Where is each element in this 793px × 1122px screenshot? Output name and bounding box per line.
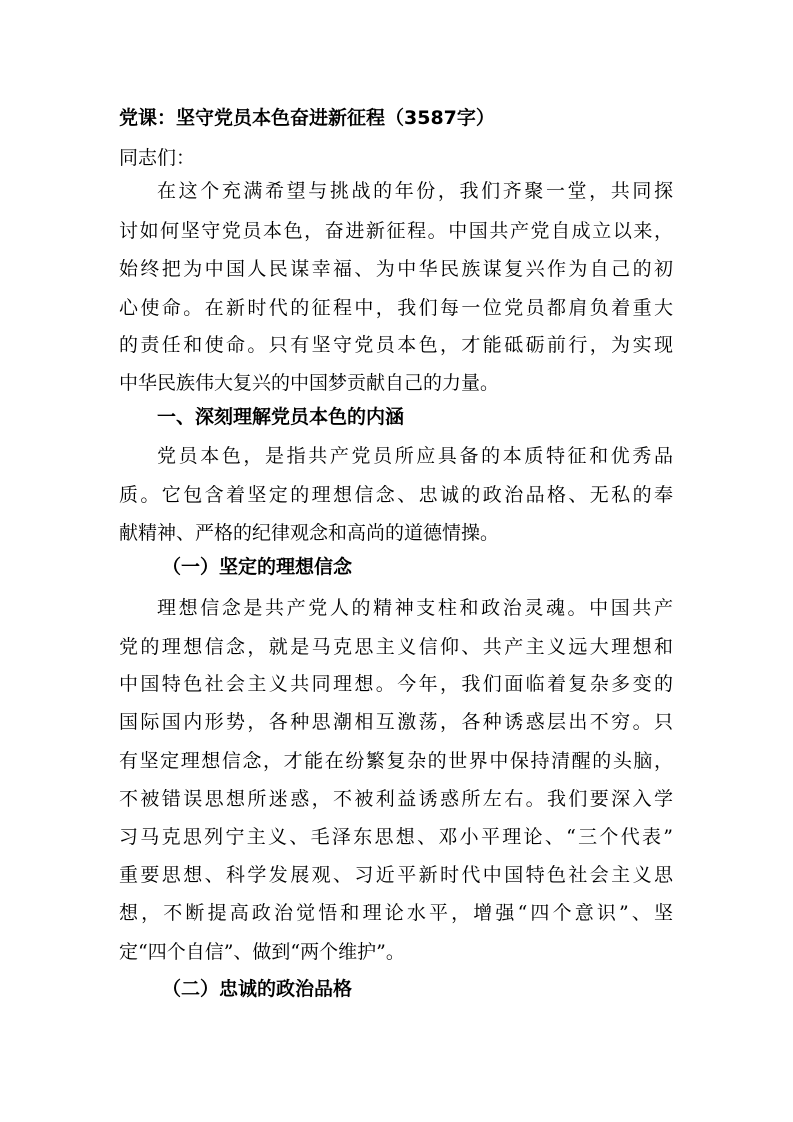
salutation: 同志们： <box>119 147 196 169</box>
subsection-1-line-4: 国际国内形势，各种思潮相互激荡，各种诱惑层出不穷。只 <box>119 711 673 733</box>
subsection-1-line-9: 想，不断提高政治觉悟和理论水平，增强“四个意识”、坚 <box>119 902 673 924</box>
subsection-1-line-5: 有坚定理想信念，才能在纷繁复杂的世界中保持清醒的头脑， <box>119 750 673 772</box>
subsection-1-line-2: 党的理想信念，就是马克思主义信仰、共产主义远大理想和 <box>119 636 673 658</box>
document-title: 党课：坚守党员本色奋进新征程（3587字） <box>119 107 495 129</box>
subsection-1-heading: （一）坚定的理想信念 <box>162 556 353 578</box>
section-1-heading: 一、深刻理解党员本色的内涵 <box>157 406 405 428</box>
intro-line-6: 中华民族伟大复兴的中国梦贡献自己的力量。 <box>119 372 500 394</box>
intro-line-5: 的责任和使命。只有坚守党员本色，才能砥砺前行，为实现 <box>119 334 673 356</box>
section-1-line-2: 质。它包含着坚定的理想信念、忠诚的政治品格、无私的奉 <box>119 484 673 506</box>
subsection-1-line-10: 定“四个自信”、做到“两个维护”。 <box>119 941 405 963</box>
subsection-1-line-8: 重要思想、科学发展观、习近平新时代中国特色社会主义思 <box>119 864 673 886</box>
intro-line-1: 在这个充满希望与挑战的年份，我们齐聚一堂，共同探 <box>157 180 673 202</box>
section-1-line-3: 献精神、严格的纪律观念和高尚的道德情操。 <box>119 522 500 544</box>
subsection-2-heading: （二）忠诚的政治品格 <box>162 978 353 1000</box>
subsection-1-line-6: 不被错误思想所迷惑，不被利益诱惑所左右。我们要深入学 <box>119 788 673 810</box>
subsection-1-line-3: 中国特色社会主义共同理想。今年，我们面临着复杂多变的 <box>119 673 673 695</box>
subsection-1-line-7: 习马克思列宁主义、毛泽东思想、邓小平理论、“三个代表” <box>119 826 673 848</box>
intro-line-2: 讨如何坚守党员本色，奋进新征程。中国共产党自成立以来， <box>119 220 673 242</box>
subsection-1-line-1: 理想信念是共产党人的精神支柱和政治灵魂。中国共产 <box>157 597 673 619</box>
intro-line-4: 心使命。在新时代的征程中，我们每一位党员都肩负着重大 <box>119 297 673 319</box>
intro-line-3: 始终把为中国人民谋幸福、为中华民族谋复兴作为自己的初 <box>119 258 673 280</box>
section-1-line-1: 党员本色，是指共产党员所应具备的本质特征和优秀品 <box>157 445 673 467</box>
